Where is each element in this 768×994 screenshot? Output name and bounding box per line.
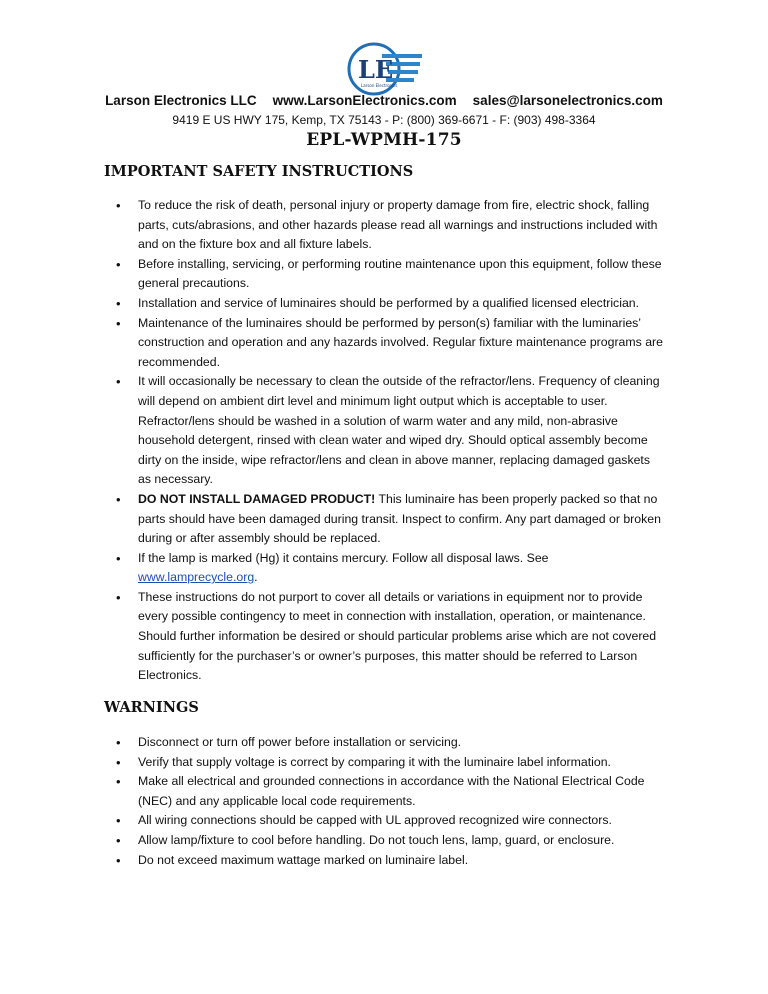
damaged-warning-lead: DO NOT INSTALL DAMAGED PRODUCT! <box>138 491 376 506</box>
bullet-icon: • <box>116 295 121 311</box>
list-item: • Allow lamp/fixture to cool before handling. Do not touch lens, lamp, guard, or enclosure. <box>138 831 664 851</box>
bullet-icon: • <box>116 198 121 213</box>
list-item: • All wiring connections should be capped with UL approved recognized wire connectors. <box>138 811 664 831</box>
logo-caption: Larson Electronics <box>361 83 398 88</box>
bullet-icon: • <box>116 754 121 770</box>
safety-list <box>0 196 768 686</box>
company-name: Larson Electronics LLC <box>105 93 257 108</box>
list-item: • These instructions do not purport to cover all details or variations in equipment nor to provide every possible contingency to meet in connection with installation, operation, or maintenance. Should further information be desired or should particular problems arise which are not covered sufficiently for the purchaser’s or owner’s purposes, this matter should be referred to Larson Electronics. <box>116 589 657 683</box>
email-link[interactable]: sales@larsonelectronics.com <box>472 93 663 108</box>
bullet-icon: • <box>116 774 121 790</box>
bullet-icon: • <box>116 735 121 750</box>
bullet-icon: • <box>116 550 121 566</box>
bullet-icon: • <box>116 832 121 848</box>
list-item: • Maintenance of the luminaires should be performed by person(s) familiar with the luminaries’ construction and operation and any hazards involved. Regular fixture maintenance programs are recommended. <box>116 315 663 369</box>
bullet-icon: • <box>116 374 121 390</box>
document-title: EPL-WPMH-175 <box>306 130 462 150</box>
bullet-icon: • <box>116 852 121 868</box>
bullet-icon: • <box>116 491 121 507</box>
bullet-icon: • <box>116 589 121 605</box>
address-line: 9419 E US HWY 175, Kemp, TX 75143 - P: (800) 369-6671 - F: (903) 498-3364 <box>172 113 596 127</box>
website-link[interactable]: www.LarsonElectronics.com <box>272 93 457 108</box>
lamprecycle-link[interactable]: www.lamprecycle.org <box>138 570 255 585</box>
list-item: • DO NOT INSTALL DAMAGED PRODUCT! This luminaire has been properly packed so that no parts should have been damaged during transit. Inspect to confirm. Any part damaged or broken during or after assembly should be replaced. <box>116 491 661 546</box>
logo-letters: LE <box>358 55 394 84</box>
list-item: • It will occasionally be necessary to clean the outside of the refractor/lens. Frequency of cleaning will depend on ambient dirt level and minimum light output which is acceptable to user. Refractor/lens should be washed in a solution of warm water and any mild, non-abrasive household detergent, rinsed with clean water and wiped dry. Should optical assembly become dirty on the inside, wipe refractor/lens and clean in above manner, replacing damaged gaskets as necessary. <box>116 374 660 487</box>
list-item: • Verify that supply voltage is correct by comparing it with the luminaire label information. <box>138 753 664 773</box>
bullet-icon: • <box>116 256 121 272</box>
list-item: • Installation and service of luminaires should be performed by a qualified licensed electrician. <box>138 294 664 314</box>
company-contact-line <box>0 93 768 108</box>
list-item: • To reduce the risk of death, personal injury or property damage from fire, electric shock, falling parts, cuts/abrasions, and other hazards please read all warnings and instructions included with and on the fixture box and all fixture labels. <box>116 198 658 252</box>
bullet-icon: • <box>116 813 121 829</box>
list-item: • Make all electrical and grounded connections in accordance with the National Electrical Code (NEC) and any applicable local code requirements. <box>116 774 645 808</box>
list-item: • Do not exceed maximum wattage marked on luminaire label. <box>138 851 664 871</box>
safety-heading: IMPORTANT SAFETY INSTRUCTIONS <box>104 163 414 180</box>
list-item: • If the lamp is marked (Hg) it contains mercury. Follow all disposal laws. See www.lamprecycle.org. <box>116 550 549 585</box>
bullet-icon: • <box>116 315 121 331</box>
larson-electronics-logo <box>344 40 424 98</box>
list-item: • Before installing, servicing, or performing routine maintenance upon this equipment, follow these general precautions. <box>116 256 662 291</box>
warnings-list <box>0 733 768 870</box>
warnings-heading: WARNINGS <box>104 699 199 716</box>
list-item: • Disconnect or turn off power before installation or servicing. <box>138 733 664 753</box>
